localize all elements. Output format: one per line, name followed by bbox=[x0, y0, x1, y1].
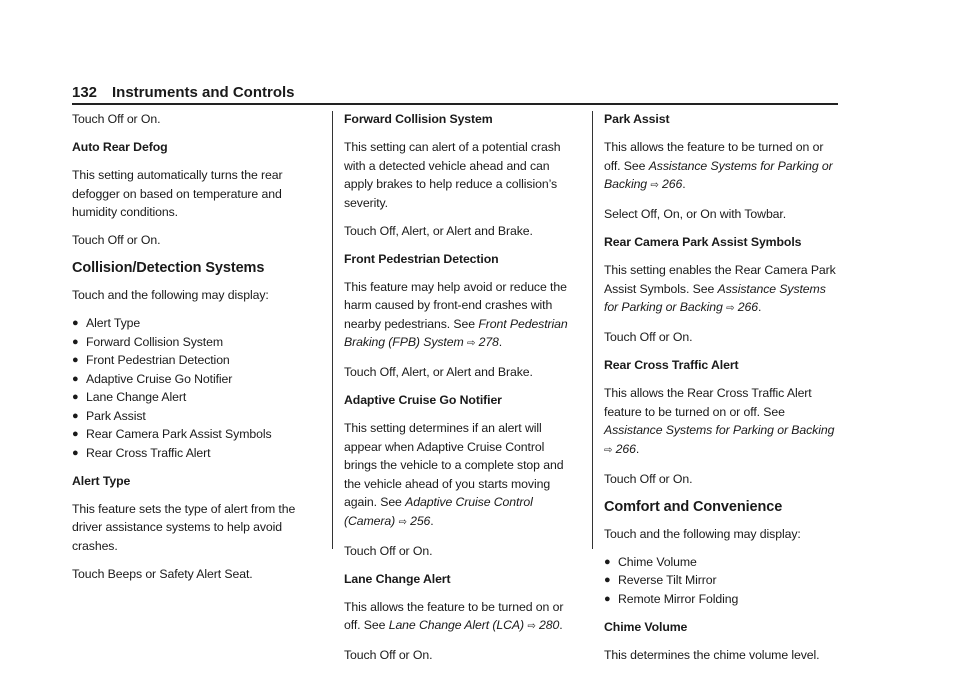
bullet-icon: ● bbox=[604, 574, 611, 586]
bullet-icon: ● bbox=[604, 555, 611, 568]
cross-reference-link[interactable]: Assistance Systems for Parking or Backing bbox=[604, 423, 835, 437]
page-arrow-icon: ⇨ bbox=[650, 180, 659, 191]
list-item: ● Park Assist bbox=[72, 407, 317, 426]
list-item: ● Remote Mirror Folding bbox=[604, 590, 840, 609]
page-arrow-icon: ⇨ bbox=[398, 516, 407, 528]
cross-reference-link[interactable]: Lane Change Alert (LCA) bbox=[388, 618, 525, 632]
paragraph: Touch Off, Alert, or Alert and Brake. bbox=[344, 223, 533, 238]
list-item: ● Alert Type bbox=[72, 314, 317, 333]
paragraph: This determines the chime volume level. bbox=[604, 647, 820, 662]
subheading: Rear Cross Traffic Alert bbox=[604, 358, 739, 372]
column-right bbox=[604, 110, 840, 674]
paragraph: Touch Off or On. bbox=[344, 648, 433, 662]
paragraph: This setting automatically turns the rear defogger on based on temperature and humidity conditions. bbox=[72, 168, 283, 219]
paragraph: Touch Off or On. bbox=[344, 543, 433, 558]
cross-reference-link[interactable]: Front Pedestrian Braking (FPB) System bbox=[344, 316, 568, 349]
list-item: ● Rear Cross Traffic Alert bbox=[72, 444, 317, 463]
column-left bbox=[72, 110, 317, 593]
page-header bbox=[72, 84, 838, 104]
paragraph: This setting can alert of a potential crash with a detected vehicle ahead and can apply brakes to help reduce a collision’s severity. bbox=[344, 140, 561, 210]
bullet-icon: ● bbox=[72, 354, 79, 366]
paragraph: Touch Off or On. bbox=[604, 471, 693, 486]
paragraph: This feature sets the type of alert from the driver assistance systems to help avoid crashes. bbox=[72, 501, 296, 553]
list-item: ● Rear Camera Park Assist Symbols bbox=[72, 425, 317, 444]
cross-reference-link[interactable]: Adaptive Cruise Control (Camera) bbox=[344, 495, 533, 528]
bullet-icon: ● bbox=[604, 592, 611, 605]
column-divider bbox=[592, 111, 593, 549]
subheading: Forward Collision System bbox=[344, 112, 493, 126]
bullet-icon: ● bbox=[72, 391, 79, 403]
cross-reference-link[interactable]: Assistance Systems for Parking or Backing bbox=[604, 281, 826, 314]
paragraph: Touch Beeps or Safety Alert Seat. bbox=[72, 566, 253, 581]
section-heading: Comfort and Convenience bbox=[604, 498, 783, 515]
page-reference[interactable]: 266 bbox=[615, 441, 636, 456]
page-reference[interactable]: 266 bbox=[737, 300, 758, 314]
list-item: ● Reverse Tilt Mirror bbox=[604, 571, 840, 590]
subheading: Adaptive Cruise Go Notifier bbox=[344, 393, 502, 407]
paragraph: Touch Off, Alert, or Alert and Brake. bbox=[344, 365, 533, 379]
list-item: ● Front Pedestrian Detection bbox=[72, 351, 317, 370]
paragraph: Touch Off or On. bbox=[72, 112, 161, 126]
page-arrow-icon: ⇨ bbox=[726, 303, 735, 314]
paragraph: This feature may help avoid or reduce the harm caused by front-end crashes with nearby pedestrians. See Front Pedestrian Braking (FPB) System ⇨ 278. bbox=[344, 279, 568, 349]
bullet-icon: ● bbox=[72, 428, 79, 440]
list-item: ● Forward Collision System bbox=[72, 333, 317, 352]
paragraph: Touch Off or On. bbox=[604, 330, 693, 344]
section-title: Instruments and Controls bbox=[112, 84, 295, 101]
page-reference[interactable]: 256 bbox=[410, 513, 431, 528]
bullet-list bbox=[604, 553, 840, 609]
bullet-list bbox=[72, 314, 317, 462]
page-arrow-icon: ⇨ bbox=[466, 338, 476, 349]
subheading: Auto Rear Defog bbox=[72, 140, 168, 154]
paragraph: Touch and the following may display: bbox=[604, 526, 801, 541]
page-number: 132 bbox=[72, 84, 98, 101]
bullet-icon: ● bbox=[72, 317, 79, 329]
page-reference[interactable]: 278 bbox=[478, 335, 499, 349]
paragraph: Touch and the following may display: bbox=[72, 288, 269, 302]
page-arrow-icon: ⇨ bbox=[527, 621, 536, 632]
subheading: Park Assist bbox=[604, 112, 670, 126]
paragraph: This allows the Rear Cross Traffic Alert feature to be turned on or off. See Assistance Systems for Parking or Backing ⇨ 266. bbox=[604, 386, 835, 456]
section-heading: Collision/Detection Systems bbox=[72, 260, 265, 276]
subheading: Rear Camera Park Assist Symbols bbox=[604, 235, 802, 249]
column-divider bbox=[332, 111, 333, 549]
subheading: Front Pedestrian Detection bbox=[344, 251, 499, 266]
list-item: ● Chime Volume bbox=[604, 553, 840, 572]
bullet-icon: ● bbox=[72, 372, 79, 385]
page-arrow-icon: ⇨ bbox=[604, 444, 613, 456]
list-item: ● Lane Change Alert bbox=[72, 388, 317, 407]
paragraph: Touch Off or On. bbox=[72, 233, 161, 247]
paragraph: This allows the feature to be turned on or off. See Assistance Systems for Parking or Backing ⇨ 266. bbox=[604, 140, 833, 191]
list-item: ● Adaptive Cruise Go Notifier bbox=[72, 370, 317, 389]
paragraph: This setting determines if an alert will appear when Adaptive Cruise Control brings the vehicle to a complete stop and the vehicle ahead of you starts moving again. See Adaptive Cruise Control (Camera) ⇨ 256. bbox=[344, 421, 564, 528]
bullet-icon: ● bbox=[72, 446, 79, 459]
column-middle bbox=[344, 110, 580, 674]
subheading: Alert Type bbox=[72, 473, 131, 488]
header-rule bbox=[72, 103, 838, 105]
bullet-icon: ● bbox=[72, 335, 79, 348]
paragraph: Select Off, On, or On with Towbar. bbox=[604, 207, 787, 221]
subheading: Chime Volume bbox=[604, 619, 688, 634]
page-reference[interactable]: 266 bbox=[662, 177, 683, 191]
bullet-icon: ● bbox=[72, 409, 79, 422]
page-reference[interactable]: 280 bbox=[538, 618, 560, 632]
cross-reference-link[interactable]: Assistance Systems for Parking or Backing bbox=[604, 158, 833, 191]
subheading: Lane Change Alert bbox=[344, 571, 451, 586]
paragraph: This allows the feature to be turned on or off. See Lane Change Alert (LCA) ⇨ 280. bbox=[344, 599, 564, 632]
paragraph: This setting enables the Rear Camera Park Assist Symbols. See Assistance Systems for Parking or Backing ⇨ 266. bbox=[604, 263, 836, 314]
